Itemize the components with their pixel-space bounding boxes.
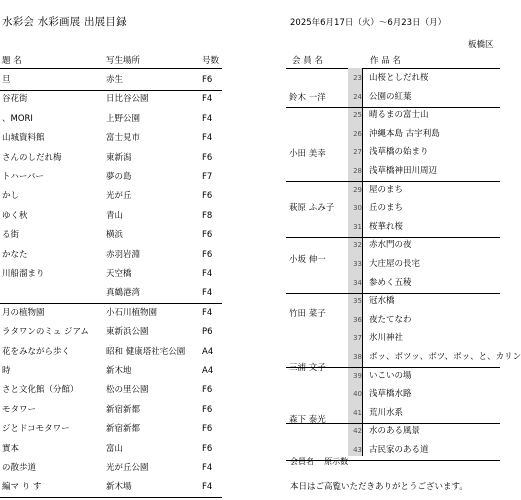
row-size: F4 — [202, 269, 213, 279]
row-place: 上野公園 — [106, 113, 141, 124]
left-row — [0, 400, 222, 420]
row-work: 公園の紅葉 — [369, 91, 412, 102]
row-title: さんのしだれ梅 — [2, 152, 62, 163]
left-row — [0, 303, 222, 323]
header-work: 作 品 名 — [370, 56, 401, 66]
row-work: 冠水橋 — [369, 296, 395, 307]
row-place: 天空橋 — [106, 269, 132, 279]
row-size: F8 — [202, 210, 213, 221]
row-place: 富士見市 — [106, 133, 141, 144]
row-size: F4 — [202, 307, 213, 318]
row-place: 赤生 — [106, 75, 124, 85]
row-place: 青山 — [106, 210, 124, 221]
row-size: F6 — [202, 230, 213, 241]
row-title: 時 — [2, 366, 11, 376]
row-title: 月の植物園 — [2, 307, 45, 318]
left-row — [0, 439, 222, 459]
row-title: る街 — [2, 230, 20, 241]
row-place: 東新浜公園 — [106, 327, 149, 338]
row-work: 水のある風景 — [369, 426, 421, 437]
row-size: P6 — [202, 327, 213, 338]
row-work: 赤水門の夜 — [369, 240, 412, 251]
row-title: 編マ り す — [2, 482, 42, 493]
row-number: 28 — [353, 167, 362, 175]
footer-members-label: 会員名 — [290, 457, 314, 466]
row-number: 24 — [353, 92, 362, 101]
row-place: 真鶴港湾 — [106, 288, 141, 299]
row-title: ジとドコモタワー — [2, 424, 70, 435]
row-size: F6 — [202, 152, 213, 163]
row-work: 浅草橋神田川周辺 — [369, 166, 438, 176]
row-work: 山桜としだれ桜 — [369, 73, 429, 83]
left-row — [0, 206, 222, 226]
row-size: F6 — [202, 443, 213, 454]
row-work: 氷川神社 — [369, 333, 404, 344]
right-row — [286, 105, 500, 125]
row-number: 27 — [353, 148, 362, 157]
row-title: モタワー — [2, 404, 37, 415]
header-size: 号数 — [202, 56, 220, 66]
row-work: 晴るまの富士山 — [369, 110, 429, 121]
row-work: 参めく五稜 — [369, 277, 412, 288]
row-number: 31 — [353, 222, 362, 231]
row-size: F6 — [202, 249, 213, 260]
row-size: F6 — [202, 404, 213, 415]
left-row — [0, 380, 222, 400]
row-number: 25 — [353, 111, 362, 120]
left-row — [0, 89, 222, 109]
left-row — [0, 225, 222, 245]
left-header-rule — [0, 68, 222, 69]
row-number: 32 — [353, 241, 362, 250]
row-place: 小石川植物園 — [106, 307, 158, 318]
footer-members-value: 原示数 — [324, 457, 349, 466]
row-number: 40 — [353, 390, 362, 399]
row-number: 30 — [353, 204, 362, 213]
row-title: 谷花街 — [2, 94, 28, 105]
row-title: かなた — [2, 249, 28, 260]
row-size: A4 — [202, 346, 214, 357]
left-row — [0, 109, 222, 129]
row-title: ゆく秋 — [2, 210, 28, 221]
row-work: ボッ、ボツッ、ボツ、ボッ、と、カリン — [369, 352, 521, 362]
left-row — [0, 245, 222, 265]
row-size: F7 — [202, 172, 213, 182]
row-size: A4 — [202, 366, 214, 376]
row-number: 43 — [353, 446, 362, 454]
header-place: 写生場所 — [106, 56, 141, 66]
right-row — [286, 68, 500, 88]
row-place: 新木地 — [106, 366, 132, 376]
header-member: 会 員 名 — [292, 56, 323, 66]
left-row — [0, 128, 222, 148]
right-row — [286, 384, 500, 404]
left-row — [0, 322, 222, 342]
row-size: F4 — [202, 133, 213, 144]
row-place: 光が丘 — [106, 191, 132, 202]
member-name: 竹田 菜子 — [289, 309, 326, 319]
row-place: 日比谷公園 — [106, 94, 149, 105]
left-row — [0, 283, 222, 304]
row-size: F6 — [202, 424, 213, 435]
row-size: F6 — [202, 191, 213, 202]
left-row — [0, 167, 222, 187]
left-row — [0, 70, 222, 91]
row-title: 、MORI — [2, 113, 33, 124]
row-place: 光が丘公園 — [106, 463, 149, 473]
row-title: かし — [2, 191, 20, 202]
row-place: 新木場 — [106, 482, 132, 493]
row-work: 浅草橋の始まり — [369, 147, 429, 158]
row-work: 屋のまち — [369, 184, 404, 195]
member-name: 鈴木 一洋 — [289, 93, 326, 103]
row-number: 41 — [353, 408, 362, 417]
row-place: 横浜 — [106, 230, 124, 241]
page-title: 水彩会 水彩画展 出展目録 — [2, 16, 127, 28]
row-size: F6 — [202, 385, 213, 396]
row-size: F4 — [202, 288, 213, 299]
row-title: ラタワンのミュ ジアム — [2, 327, 89, 338]
member-name: 萩原 ふみ子 — [289, 203, 335, 213]
row-number: 39 — [353, 371, 362, 380]
row-work: 古民家のある道 — [369, 445, 429, 455]
row-number: 38 — [353, 353, 362, 361]
row-number: 35 — [353, 297, 362, 306]
left-row — [0, 419, 222, 439]
row-work: 大庄屋の長宅 — [369, 259, 421, 269]
left-row — [0, 264, 222, 284]
row-title: の散歩道 — [2, 463, 37, 473]
row-number: 37 — [353, 334, 362, 343]
row-number: 33 — [353, 260, 362, 268]
left-row — [0, 458, 222, 478]
row-title: 實本 — [2, 443, 20, 454]
member-name: 三浦 文子 — [289, 363, 326, 373]
right-row — [286, 124, 500, 144]
header-title: 題 名 — [2, 56, 22, 66]
row-place: 新宿新都 — [106, 424, 141, 435]
member-name: 森下 泰光 — [289, 415, 326, 425]
left-row — [0, 477, 222, 498]
row-size: F6 — [202, 75, 213, 85]
row-place: 夢の島 — [106, 172, 132, 182]
member-name: 小坂 伸一 — [289, 255, 326, 265]
row-place: 昭和 健康塔社宅公園 — [106, 346, 186, 357]
row-title: 川船溜まり — [2, 269, 45, 279]
left-row — [0, 361, 222, 381]
row-title: トハーバー — [2, 172, 44, 182]
left-row — [0, 342, 222, 362]
row-number: 34 — [353, 278, 362, 287]
row-work: いこいの場 — [369, 370, 412, 381]
row-number: 23 — [353, 74, 362, 82]
right-row — [286, 328, 500, 348]
city-label: 板橋区 — [468, 40, 494, 50]
exhibition-date-range: 2025年6月17日（火）～6月23日（月） — [290, 18, 447, 28]
right-row — [286, 180, 500, 200]
row-number: 36 — [353, 315, 362, 324]
row-number: 29 — [353, 185, 362, 194]
row-title: 山城資料館 — [2, 133, 45, 144]
left-row — [0, 186, 222, 206]
row-place: 東新潟 — [106, 152, 132, 163]
row-number: 42 — [353, 427, 362, 436]
footer-members — [290, 456, 348, 467]
row-title: さと文化館（分館） — [2, 385, 79, 396]
row-place: 新宿新都 — [106, 404, 141, 415]
row-work: 丘のまち — [369, 203, 404, 214]
footer-thanks: 本日はご高覧いただきありがとうございます。 — [290, 482, 468, 492]
row-work: 浅草橋水路 — [369, 389, 412, 400]
member-name: 小田 美幸 — [289, 149, 326, 159]
row-title: 旦 — [2, 75, 11, 85]
row-number: 26 — [353, 129, 362, 138]
row-work: 桜華れ桜 — [369, 221, 404, 232]
row-size: F4 — [202, 482, 213, 493]
row-place: 赤羽岩淵 — [106, 249, 141, 260]
row-work: 沖縄本島 古宇利島 — [369, 128, 440, 139]
row-size: F4 — [202, 94, 213, 105]
row-place: 富山 — [106, 443, 124, 454]
row-size: F4 — [202, 113, 213, 124]
left-row — [0, 148, 222, 168]
row-work: 夜たてなわ — [369, 314, 412, 325]
row-place: 松の里公園 — [106, 385, 149, 396]
row-size: F4 — [202, 463, 213, 473]
row-title: 花をみながら歩く — [2, 346, 71, 357]
row-work: 荒川水系 — [369, 407, 404, 418]
